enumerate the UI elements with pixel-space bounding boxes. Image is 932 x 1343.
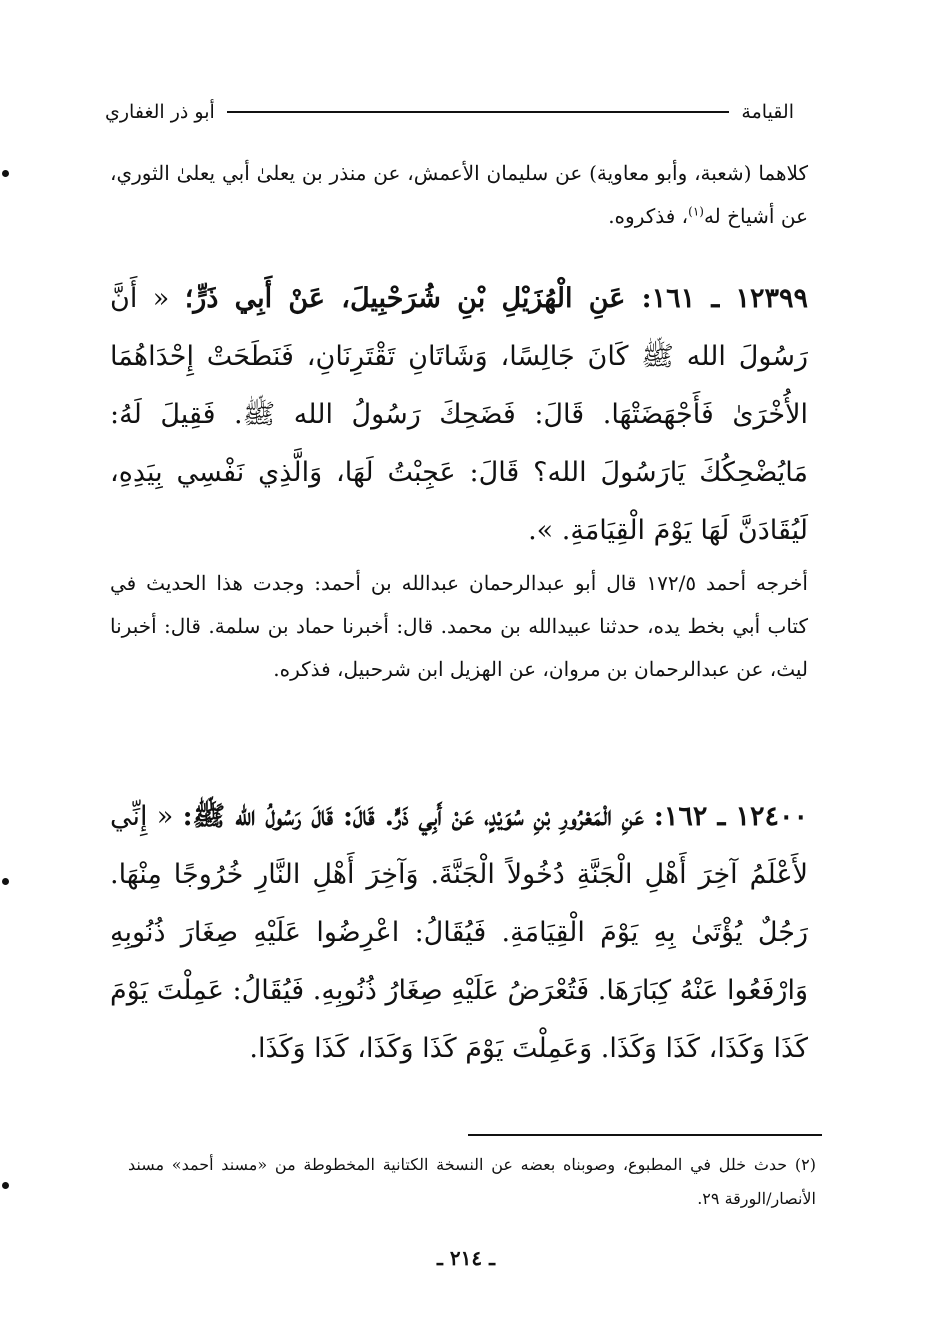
- footnote: [128, 1148, 816, 1216]
- footnote-text: (٢) حدث خلل في المطبوع، وصوبناه بعضه عن النسخة الكتانية المخطوطة من «مسند أحمد» مسند الأنصار/الورقة ٢٩.: [128, 1155, 816, 1208]
- footnote-separator: [468, 1134, 822, 1136]
- footnote-reference: (١): [688, 204, 704, 219]
- paragraph-text-after-ref: ، فذكروه.: [608, 204, 689, 228]
- paragraph-continuation: [110, 152, 808, 238]
- hadith-12399: [110, 270, 808, 560]
- header-right-title: القيامة: [741, 101, 794, 123]
- hadith-12400: [110, 788, 808, 1078]
- hadith-12399-paragraph: [110, 270, 808, 560]
- paragraph-text: [110, 152, 808, 238]
- hadith-12400-text: « إِنِّي لأَعْلَمُ آخِرَ أَهْلِ الْجَنَّةِ دُخُولاً الْجَنَّةَ. وَآخِرَ أَهْلِ النَّارِ خُرُوجًا مِنْهَا. رَجُلٌ يُؤْتَىٰ بِهِ يَوْمَ الْقِيَامَةِ. فَيُقَالُ: اعْرِضُوا عَلَيْهِ صِغَارَ ذُنُوبِهِ وَارْفَعُوا عَنْهُ كِبَارَهَا. فَتُعْرَضُ عَلَيْهِ صِغَارُ ذُنُوبِهِ. فَيُقَالُ: عَمِلْتَ يَوْمَ كَذَا وَكَذَا، كَذَا وَكَذَا. وَعَمِلْتَ يَوْمَ كَذَا وَكَذَا، كَذَا وَكَذَا.: [110, 801, 808, 1064]
- header-left-title: أبو ذر الغفاري: [105, 101, 215, 123]
- running-header: [105, 92, 794, 132]
- hadith-12400-paragraph: [110, 788, 808, 1078]
- page-number: ـ ٢١٤ ـ: [437, 1246, 495, 1270]
- header-rule: [227, 111, 730, 113]
- hadith-12400-number-line: ١٢٤٠٠ ـ ١٦٢: عَنِ الْمَعْرُورِ بْنِ سُوَيْدٍ، عَنْ أَبِي ذَرٍّ. قَالَ: قَالَ رَسُولُ الله ﷺ:: [182, 801, 808, 832]
- hadith-12399-text: « أَنَّ رَسُولَ الله ﷺ كَانَ جَالِسًا، وَشَاتَانِ تَقْتَرِنَانِ، فَنَطَحَتْ إِحْدَاهُمَا الأُخْرَىٰ فَأَجْهَضَتْهَا. قَالَ: فَضَحِكَ رَسُولُ الله ﷺ. فَقِيلَ لَهُ: مَايُضْحِكُكَ يَارَسُولَ الله؟ قَالَ: عَجِبْتُ لَهَا، وَالَّذِي نَفْسِي بِيَدِهِ، لَيُقَادَنَّ لَهَا يَوْمَ الْقِيَامَةِ. ».: [110, 283, 808, 546]
- hadith-12399-number-line: ١٢٣٩٩ ـ ١٦١: عَنِ الْهُزَيْلِ بْنِ شُرَحْبِيلَ، عَنْ أَبِي ذَرٍّ؛: [184, 283, 808, 314]
- paragraph-text-before-ref: كلاهما (شعبة، وأبو معاوية) عن سليمان الأعمش، عن منذر بن يعلىٰ أبي يعلىٰ الثوري، عن أشياخ له: [110, 161, 808, 228]
- takhrij-12399-text: أخرجه أحمد ١٧٢/٥ قال أبو عبدالرحمان عبدالله بن أحمد: وجدت هذا الحديث في كتاب أبي بخط يده، حدثنا عبيدالله بن محمد. قال: أخبرنا حماد بن سلمة. قال: أخبرنا ليث، عن عبدالرحمان بن مروان، عن الهزيل ابن شرحبيل، فذكره.: [110, 571, 808, 681]
- edge-mark: [2, 170, 9, 177]
- edge-mark: [2, 1182, 9, 1189]
- edge-mark: [2, 878, 9, 885]
- takhrij-12399: [110, 562, 808, 691]
